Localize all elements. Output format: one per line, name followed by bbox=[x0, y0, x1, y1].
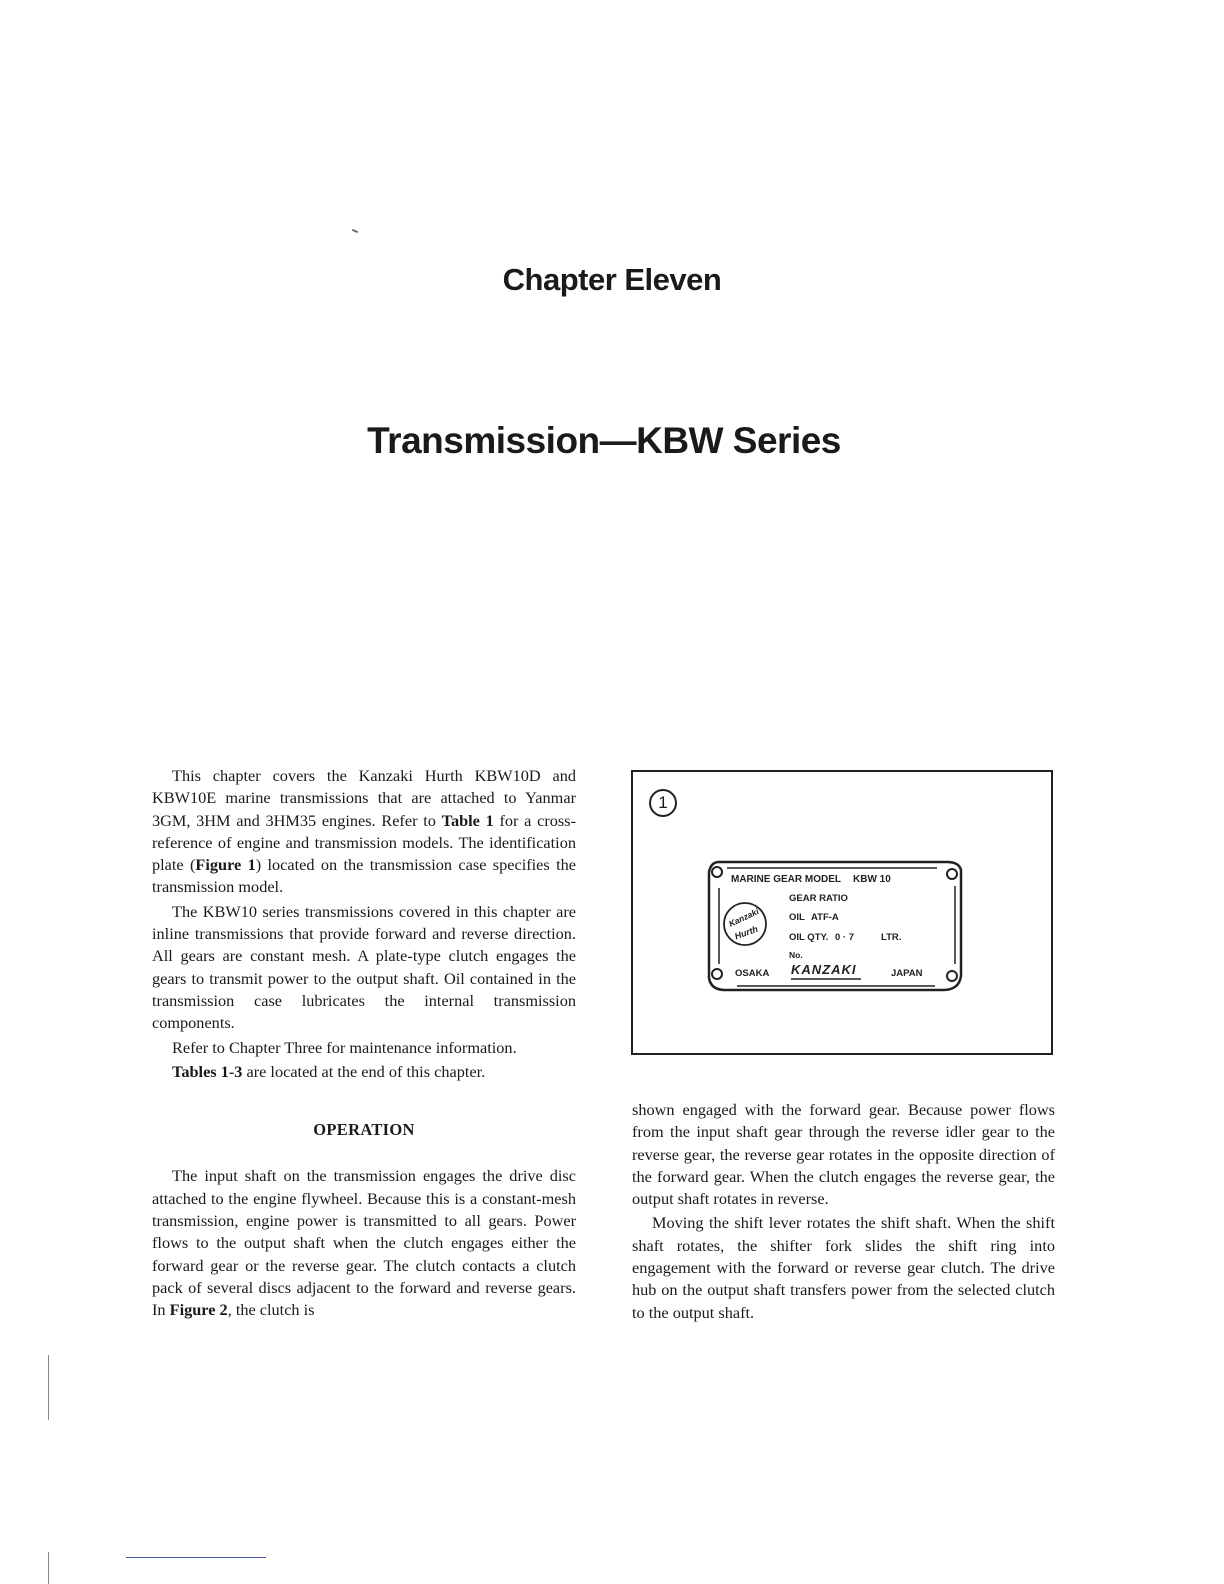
figure-2-reference: Figure 2 bbox=[169, 1300, 228, 1320]
tables-paragraph: Tables 1-3 are located at the end of this chapter. bbox=[172, 1061, 486, 1081]
plate-model-label: MARINE GEAR MODEL bbox=[731, 874, 841, 885]
screw-hole-bottom-left bbox=[712, 969, 722, 979]
plate-country: JAPAN bbox=[891, 968, 923, 979]
margin-mark-lower bbox=[48, 1552, 49, 1584]
left-column bbox=[152, 765, 576, 1324]
plate-city: OSAKA bbox=[735, 968, 770, 979]
right-column bbox=[632, 1099, 1055, 1326]
maintenance-paragraph: Refer to Chapter Three for maintenance information. bbox=[172, 1037, 517, 1057]
figure-number: 1 bbox=[649, 789, 677, 817]
plate-model-value: KBW 10 bbox=[853, 874, 891, 885]
plate-oil-label: OIL bbox=[789, 912, 805, 923]
stray-mark bbox=[352, 229, 358, 233]
plate-oil-value: ATF-A bbox=[811, 912, 839, 923]
screw-hole-top-right bbox=[947, 869, 957, 879]
chapter-label: Chapter Eleven bbox=[502, 262, 722, 297]
plate-oil-qty-label: OIL QTY. bbox=[789, 932, 829, 943]
chapter-title: Transmission—KBW Series bbox=[367, 420, 841, 461]
identification-plate bbox=[705, 858, 967, 998]
plate-no-label: No. bbox=[789, 950, 803, 960]
plate-oil-qty-value: 0 · 7 bbox=[835, 932, 855, 943]
plate-gear-ratio: GEAR RATIO bbox=[789, 893, 848, 904]
figure-1-reference: Figure 1 bbox=[195, 855, 256, 875]
intro-paragraph: This chapter covers the Kanzaki Hurth KBW10D and KBW10E marine transmissions that are attached to Yanmar 3GM, 3HM and 3HM35 engines. Refer to Table 1 for a cross-reference of engine and transmission models. The identification plate (Figure 1) located on the transmission case specifies the transmission model. bbox=[152, 766, 576, 897]
screw-hole-top-left bbox=[712, 867, 722, 877]
footer-rule bbox=[126, 1557, 266, 1558]
logo-text-kanzaki: Kanzaki bbox=[727, 906, 761, 929]
screw-hole-bottom-right bbox=[947, 971, 957, 981]
operation-paragraph: The input shaft on the transmission engages the drive disc attached to the engine flywheel. Because this is a constant-mesh transmission, engine power is transmitted to all gears. Power flows to the output shaft when the clutch engages either the forward gear or the reverse gear. The clutch contacts a clutch pack of several discs adjacent to the forward and reverse gears. In Figure 2, the clutch is bbox=[152, 1166, 576, 1320]
plate-oil-qty-unit: LTR. bbox=[881, 932, 902, 943]
tables-reference: Tables 1-3 bbox=[172, 1061, 243, 1081]
margin-mark-upper bbox=[48, 1355, 49, 1420]
figure-1 bbox=[631, 770, 1053, 1055]
kanzaki-hurth-logo bbox=[724, 903, 766, 945]
shift-paragraph: Moving the shift lever rotates the shift shaft. When the shift shaft rotates, the shifter fork slides the shift ring into engagement with the forward or reverse gear clutch. The drive hub on the output shaft transfers power from the selected clutch to the output shaft. bbox=[632, 1213, 1055, 1322]
table-1-reference: Table 1 bbox=[441, 810, 494, 830]
operation-heading: OPERATION bbox=[313, 1120, 415, 1140]
series-paragraph: The KBW10 series transmissions covered in this chapter are inline transmissions that provide forward and reverse direction. All gears are constant mesh. A plate-type clutch engages the gears to transmit power to the output shaft. Oil contained in the transmission case lubricates the internal transmission components. bbox=[152, 901, 576, 1033]
plate-brand: KANZAKI bbox=[791, 962, 857, 977]
reverse-paragraph: shown engaged with the forward gear. Because power flows from the input shaft gear through the reverse idler gear to the reverse gear, the reverse gear rotates in the opposite direction of the forward gear. When the clutch engages the reverse gear, the output shaft rotates in reverse. bbox=[632, 1100, 1055, 1209]
logo-text-hurth: Hurth bbox=[733, 923, 760, 942]
